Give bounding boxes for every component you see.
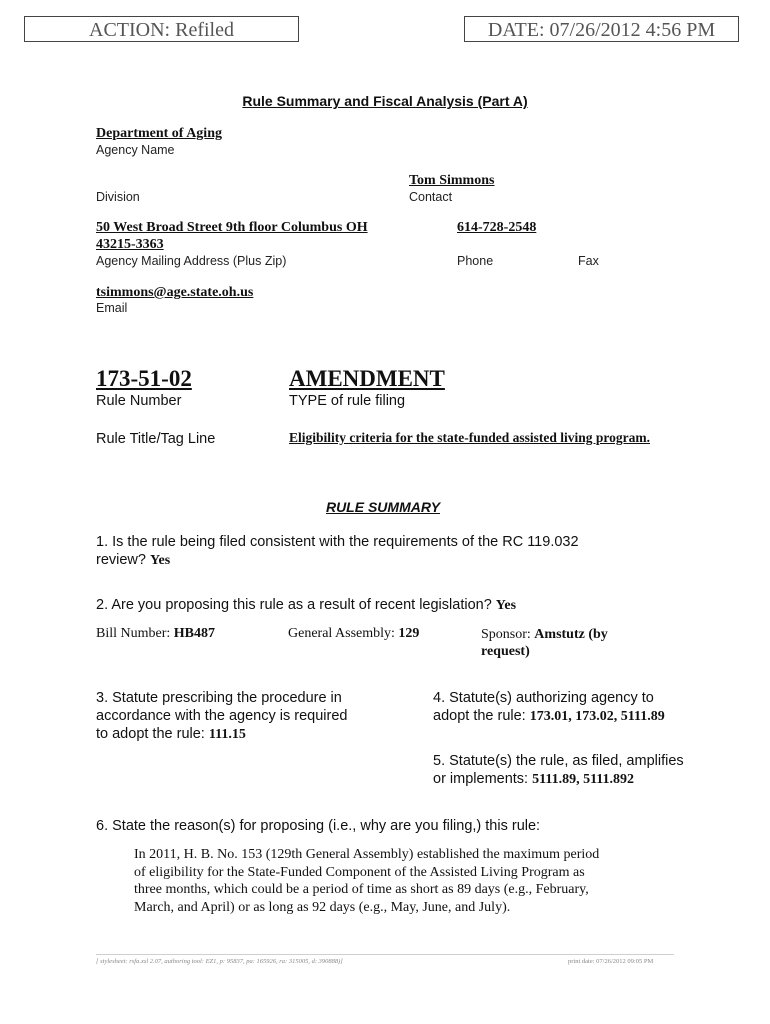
question-6: 6. State the reason(s) for proposing (i.e., why are you filing,) this rule: [96,818,541,834]
question-4-answer: 173.01, 173.02, 5111.89 [529,709,665,724]
bill-number-label: Bill Number: [96,626,171,641]
address-line1: 50 West Broad Street 9th floor Columbus OH [96,220,368,235]
action-box [24,16,299,42]
footer-divider [96,954,674,955]
question-6-answer-line: of eligibility for the State-Funded Component of the Assisted Living Program as [134,864,585,880]
phone-label: Phone [457,254,494,268]
question-1-line1: 1. Is the rule being filed consistent with the requirements of the RC 119.032 [96,534,579,550]
question-5-line2: or implements: [433,771,529,787]
rule-type-label: TYPE of rule filing [289,393,406,409]
footer-stylesheet-info: [ stylesheet: rsfa.xsl 2.07, authoring tool: EZ1, p: 95837, pa: 165926, ra: 315005, d: 390888)] [96,958,343,965]
general-assembly-value: 129 [398,626,420,641]
rule-number-label: Rule Number [96,393,182,409]
question-1-answer: Yes [150,553,171,568]
email-value: tsimmons@age.state.oh.us [96,285,254,300]
question-3-answer: 111.15 [208,727,246,742]
rule-type-value: AMENDMENT [289,366,445,391]
sponsor-label: Sponsor: [481,627,531,642]
question-5-line1: 5. Statute(s) the rule, as filed, amplifies [433,753,684,769]
question-2-answer: Yes [495,598,517,613]
date-box [464,16,739,42]
question-1 [96,533,579,570]
question-4-line1: 4. Statute(s) authorizing agency to [433,690,654,706]
question-4 [433,689,665,726]
question-6-answer-line: three months, which could be a period of time as short as 89 days (e.g., February, [134,882,589,897]
rule-title-value: Eligibility criteria for the state-funded assisted living program. [289,430,650,445]
question-4-line2: adopt the rule: [433,708,526,724]
rule-number-value: 173-51-02 [96,366,192,391]
question-6-answer-line: March, and April) or as long as 92 days (e.g., May, June, and July). [134,899,511,915]
footer-print-date: print date: 07/26/2012 09:05 PM [568,958,654,965]
rule-summary-heading: RULE SUMMARY [325,499,441,515]
general-assembly [288,626,419,642]
contact-label: Contact [409,190,453,204]
email-label: Email [96,301,128,315]
action-text: ACTION: Refiled [89,19,234,41]
sponsor-value-line1: Amstutz (by [534,627,608,642]
question-3-line2: accordance with the agency is required [96,708,348,724]
question-3-line3: to adopt the rule: [96,726,205,742]
question-5 [433,752,684,789]
sponsor-value-line2: request) [481,644,530,659]
division-label: Division [96,190,140,204]
question-2-text: 2. Are you proposing this rule as a result of recent legislation? [96,597,492,613]
bill-number [96,626,215,642]
agency-name-label: Agency Name [96,143,175,157]
address-line2: 43215-3363 [96,237,164,252]
rule-title-label: Rule Title/Tag Line [96,431,216,447]
address-label: Agency Mailing Address (Plus Zip) [96,254,287,268]
question-6-answer [134,846,599,916]
page-title: Rule Summary and Fiscal Analysis (Part A) [242,93,528,109]
agency-name-value: Department of Aging [96,126,222,141]
sponsor [481,626,608,660]
question-3 [96,689,347,744]
question-2 [96,596,516,615]
question-6-answer-line: In 2011, H. B. No. 153 (129th General Assembly) established the maximum period [134,847,600,862]
fax-label: Fax [578,254,599,268]
general-assembly-label: General Assembly: [288,626,395,641]
bill-number-value: HB487 [173,626,216,641]
question-3-line1: 3. Statute prescribing the procedure in [96,690,342,706]
phone-value: 614-728-2548 [457,220,537,235]
question-5-answer: 5111.89, 5111.892 [532,772,635,787]
question-1-line2: review? [96,552,146,568]
contact-value: Tom Simmons [409,173,495,188]
date-text: DATE: 07/26/2012 4:56 PM [487,19,716,41]
